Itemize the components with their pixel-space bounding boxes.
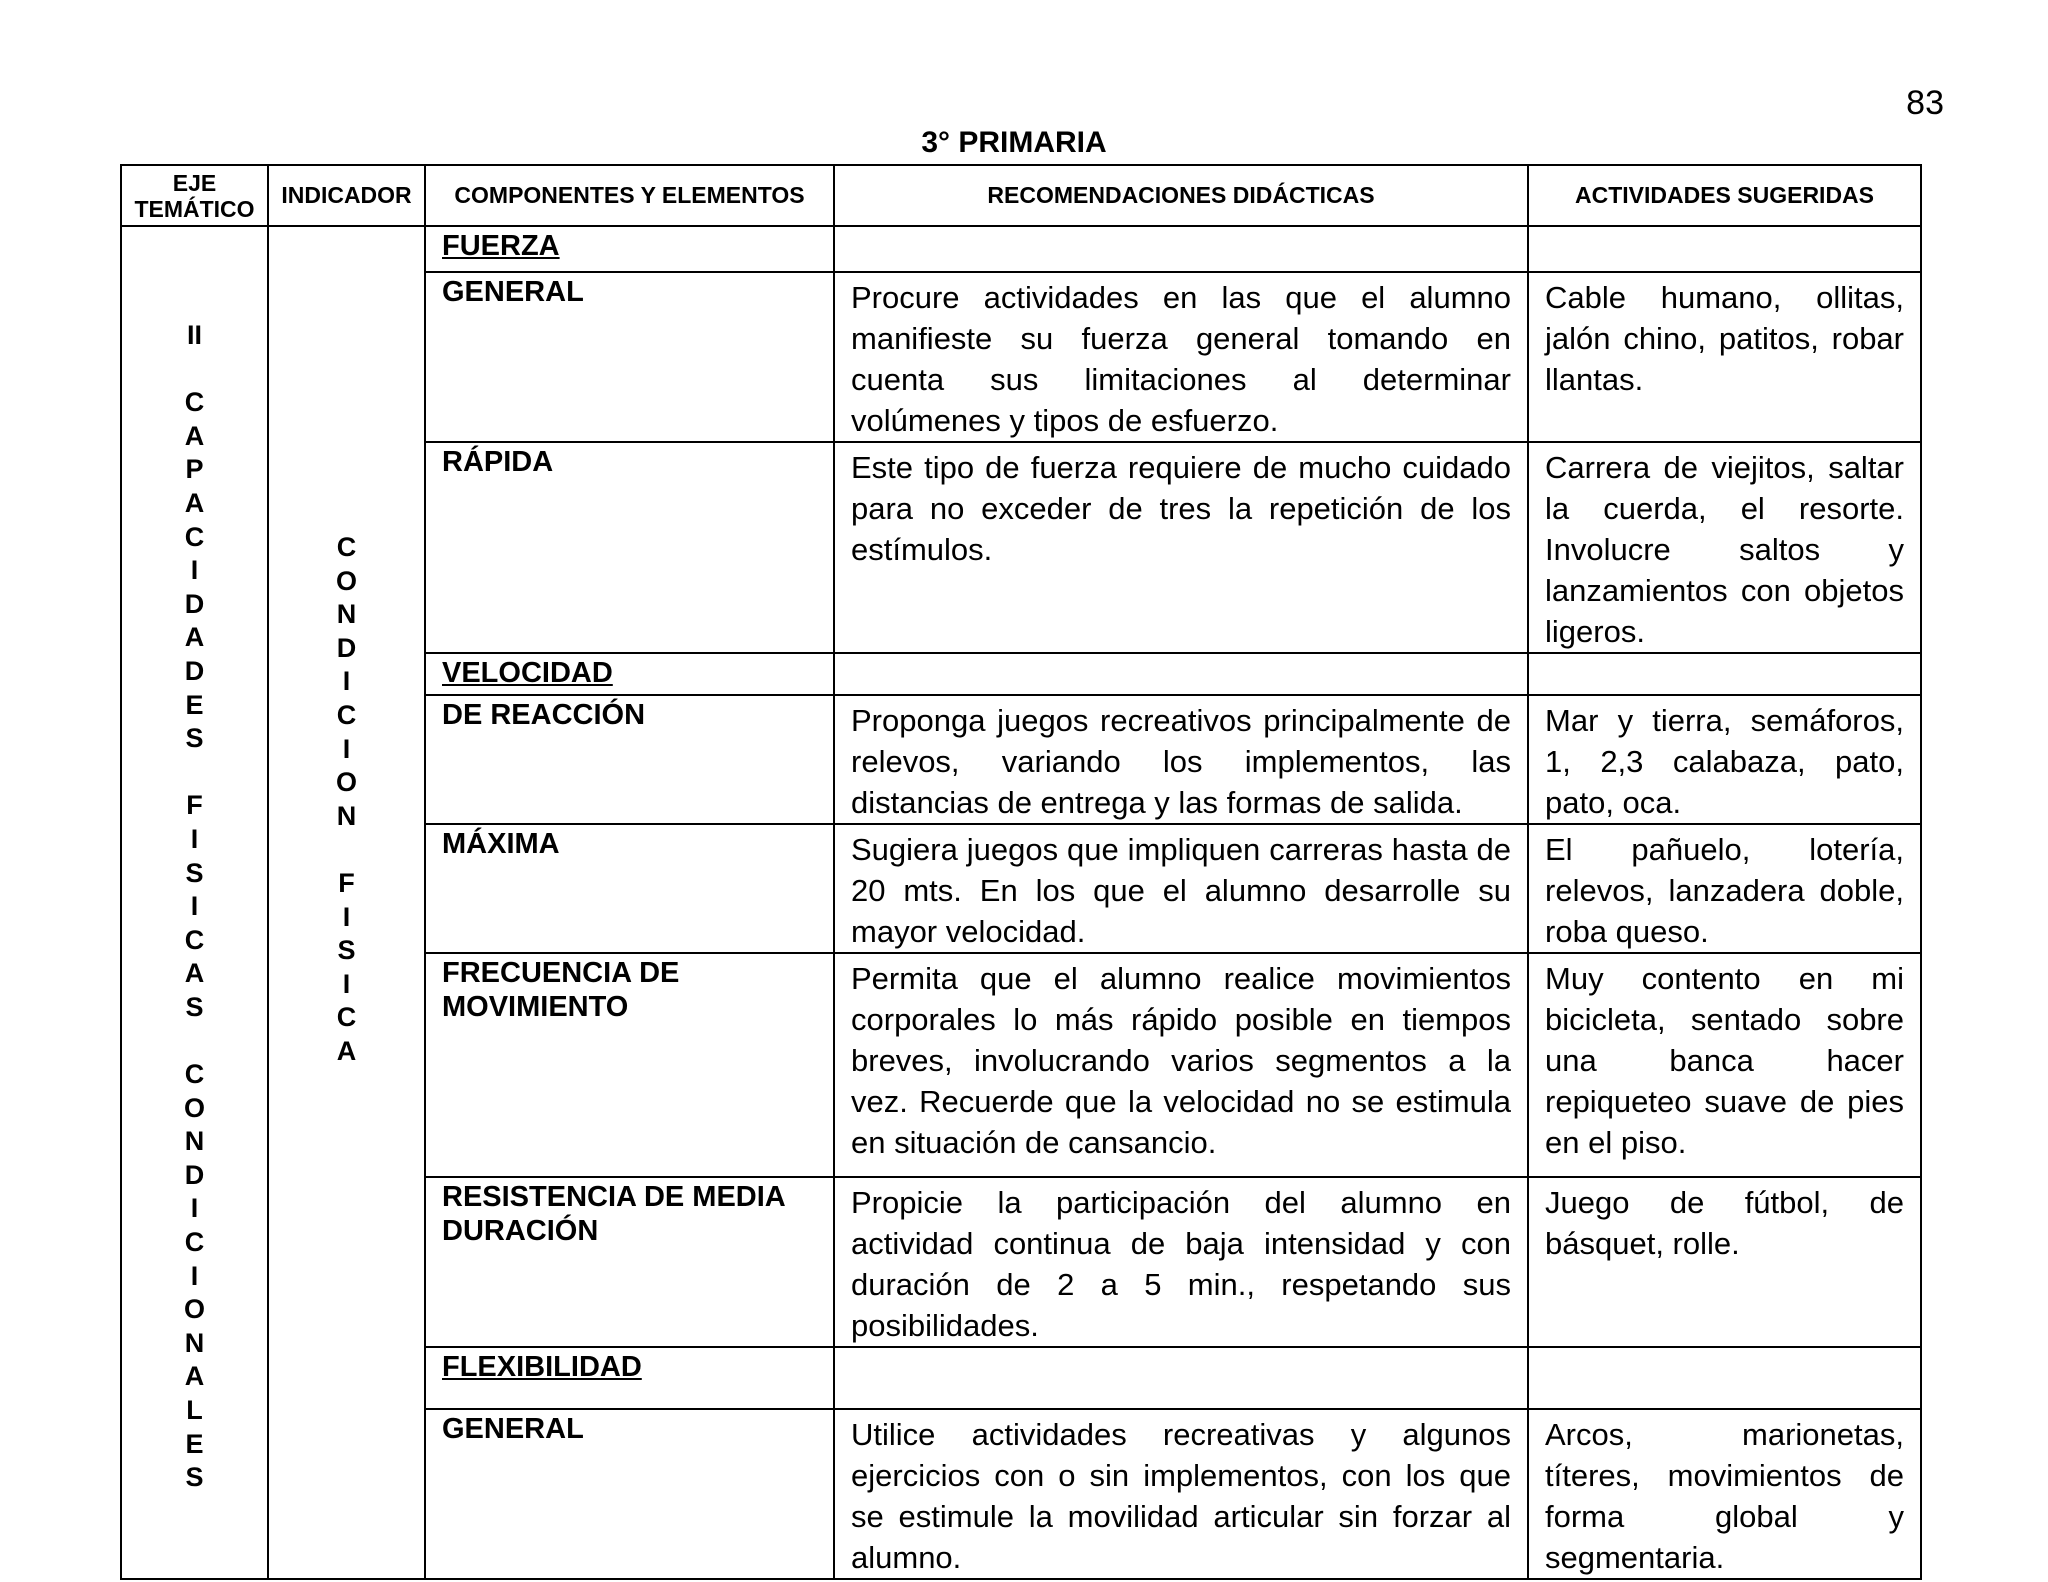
recommendation-cell: Propicie la participación del alumno en actividad continua de baja intensidad y con duración de 2 a 5 min., respetando sus posibilidades. [834,1177,1528,1347]
recommendation-cell [834,653,1528,695]
table-row [121,226,1921,272]
page-title: 3° PRIMARIA [921,126,1107,159]
eje-tematico-vertical-text: II C A P A C I D A D E S F I S I C A S C O N D I C I O N A L E S [183,320,205,1493]
header-eje-tematico: EJE TEMÁTICO [121,165,268,226]
component-cell: VELOCIDAD [425,653,834,695]
activities-cell [1528,226,1921,272]
recommendation-cell: Este tipo de fuerza requiere de mucho cuidado para no exceder de tres la repetición de los estímulos. [834,442,1528,653]
indicador-vertical-text: C O N D I C I O N F I S I C A [335,532,357,1066]
activities-cell: Mar y tierra, semáforos, 1, 2,3 calabaza, pato, pato, oca. [1528,695,1921,824]
recommendation-cell [834,226,1528,272]
component-cell: GENERAL [425,272,834,442]
activities-cell [1528,653,1921,695]
activities-cell: Carrera de viejitos, saltar la cuerda, el resorte. Involucre saltos y lanzamientos con objetos ligeros. [1528,442,1921,653]
activities-cell: Cable humano, ollitas, jalón chino, patitos, robar llantas. [1528,272,1921,442]
component-cell: FUERZA [425,226,834,272]
eje-tematico-cell [121,226,268,1579]
activities-cell: Muy contento en mi bicicleta, sentado sobre una banca hacer repiqueteo suave de pies en el piso. [1528,953,1921,1177]
table-header-row [121,165,1921,226]
header-indicador: INDICADOR [268,165,425,226]
component-cell: FRECUENCIA DE MOVIMIENTO [425,953,834,1177]
header-actividades: ACTIVIDADES SUGERIDAS [1528,165,1921,226]
recommendation-cell: Sugiera juegos que impliquen carreras hasta de 20 mts. En los que el alumno desarrolle su mayor velocidad. [834,824,1528,953]
activities-cell: El pañuelo, lotería, relevos, lanzadera doble, roba queso. [1528,824,1921,953]
component-cell: DE REACCIÓN [425,695,834,824]
header-recomendaciones: RECOMENDACIONES DIDÁCTICAS [834,165,1528,226]
header-componentes: COMPONENTES Y ELEMENTOS [425,165,834,226]
component-cell: FLEXIBILIDAD [425,1347,834,1409]
recommendation-cell: Proponga juegos recreativos principalmente de relevos, variando los implementos, las distancias de entrega y las formas de salida. [834,695,1528,824]
activities-cell [1528,1347,1921,1409]
recommendation-cell: Permita que el alumno realice movimientos corporales lo más rápido posible en tiempos breves, involucrando varios segmentos a la vez. Recuerde que la velocidad no se estimula en situación de cansancio. [834,953,1528,1177]
component-cell: RÁPIDA [425,442,834,653]
recommendation-cell: Utilice actividades recreativas y algunos ejercicios con o sin implementos, con los que se estimule la movilidad articular sin forzar al alumno. [834,1409,1528,1579]
lesson-table [120,164,1922,1580]
page-number: 83 [1906,84,1944,122]
recommendation-cell: Procure actividades en las que el alumno manifieste su fuerza general tomando en cuenta sus limitaciones al determinar volúmenes y tipos de esfuerzo. [834,272,1528,442]
component-cell: MÁXIMA [425,824,834,953]
component-cell: GENERAL [425,1409,834,1579]
indicador-cell [268,226,425,1579]
recommendation-cell [834,1347,1528,1409]
activities-cell: Arcos, marionetas, títeres, movimientos de forma global y segmentaria. [1528,1409,1921,1579]
activities-cell: Juego de fútbol, de básquet, rolle. [1528,1177,1921,1347]
component-cell: RESISTENCIA DE MEDIA DURACIÓN [425,1177,834,1347]
